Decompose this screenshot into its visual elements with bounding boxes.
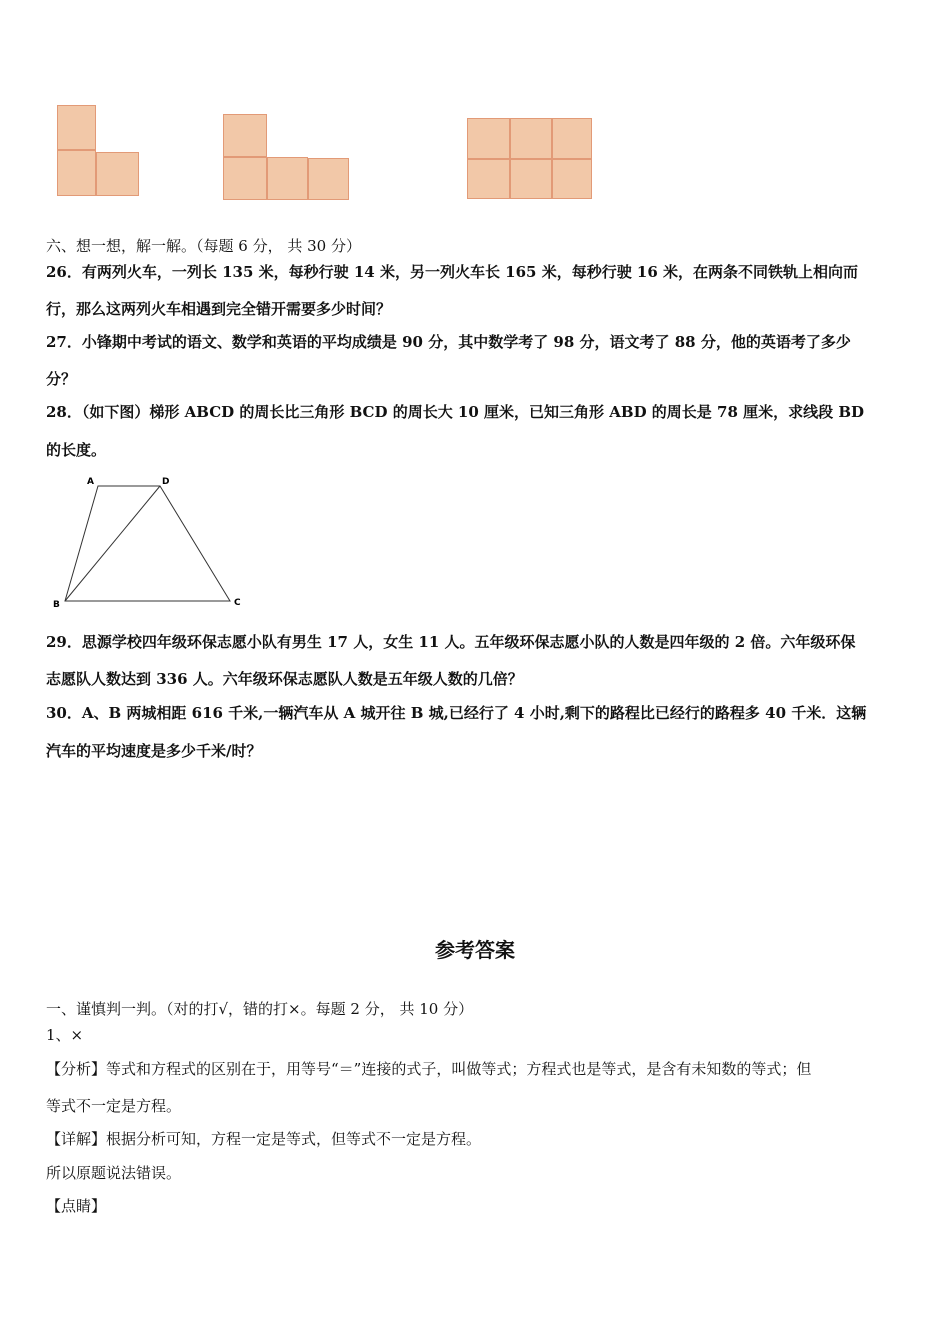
question-29-line2: 志愿队人数达到 336 人。六年级环保志愿队人数是五年级人数的几倍？: [46, 670, 523, 688]
square: [552, 118, 592, 159]
section-heading: 六、想一想，解一解。（每题 6 分， 共 30 分）: [46, 237, 361, 255]
square: [223, 114, 267, 157]
analysis-line1: 【分析】等式和方程式的区别在于，用等号“＝”连接的式子，叫做等式；方程式也是等式，是含有未知数的等式；但: [46, 1060, 812, 1078]
square: [552, 159, 592, 199]
question-28-line1: 28．（如下图）梯形 ABCD 的周长比三角形 BCD 的周长大 10 厘米，已知三角形 ABD 的周长是 78 厘米，求线段 BD: [46, 403, 865, 421]
answers-section-heading: 一、谨慎判一判。（对的打√，错的打×。每题 2 分， 共 10 分）: [46, 1000, 474, 1018]
square: [308, 158, 349, 200]
square: [223, 157, 267, 200]
question-26-line2: 行，那么这两列火车相遇到完全错开需要多少时间？: [46, 300, 392, 318]
question-26-line1: 26．有两列火车，一列长 135 米，每秒行驶 14 米，另一列火车长 165 米，每秒行驶 16 米，在两条不同铁轨上相向而: [46, 263, 859, 281]
square: [57, 105, 96, 150]
square: [510, 159, 552, 199]
detail-line: 【详解】根据分析可知，方程一定是等式，但等式不一定是方程。: [46, 1130, 482, 1148]
trapezoid-figure: [50, 474, 250, 610]
analysis-line2: 等式不一定是方程。: [46, 1097, 182, 1115]
square: [57, 150, 96, 196]
trapezoid-outline: [65, 486, 230, 601]
question-30-line1: 30．A、B 两城相距 616 千米,一辆汽车从 A 城开往 B 城,已经行了 4 小时,剩下的路程比已经行的路程多 40 千米．这辆: [46, 704, 867, 722]
vertex-b-label: B: [53, 600, 60, 610]
answer-1: 1、×: [46, 1026, 84, 1044]
question-30-line2: 汽车的平均速度是多少千米/时？: [46, 742, 262, 760]
square: [467, 118, 510, 159]
vertex-a-label: A: [87, 477, 94, 487]
question-28-line2: 的长度。: [46, 441, 107, 459]
answers-title: 参考答案: [435, 938, 515, 962]
conclusion-line: 所以原题说法错误。: [46, 1164, 182, 1182]
square: [267, 157, 308, 200]
square: [96, 152, 139, 196]
square: [510, 118, 552, 159]
question-29-line1: 29．思源学校四年级环保志愿小队有男生 17 人，女生 11 人。五年级环保志愿小队的人数是四年级的 2 倍。六年级环保: [46, 633, 856, 651]
diagonal-bd: [65, 486, 160, 601]
question-27-line2: 分？: [46, 370, 77, 388]
vertex-d-label: D: [162, 477, 170, 487]
question-27-line1: 27．小锋期中考试的语文、数学和英语的平均成绩是 90 分，其中数学考了 98 分，语文考了 88 分，他的英语考了多少: [46, 333, 851, 351]
vertex-c-label: C: [234, 598, 241, 608]
square: [467, 159, 510, 199]
note-line: 【点睛】: [46, 1197, 107, 1215]
